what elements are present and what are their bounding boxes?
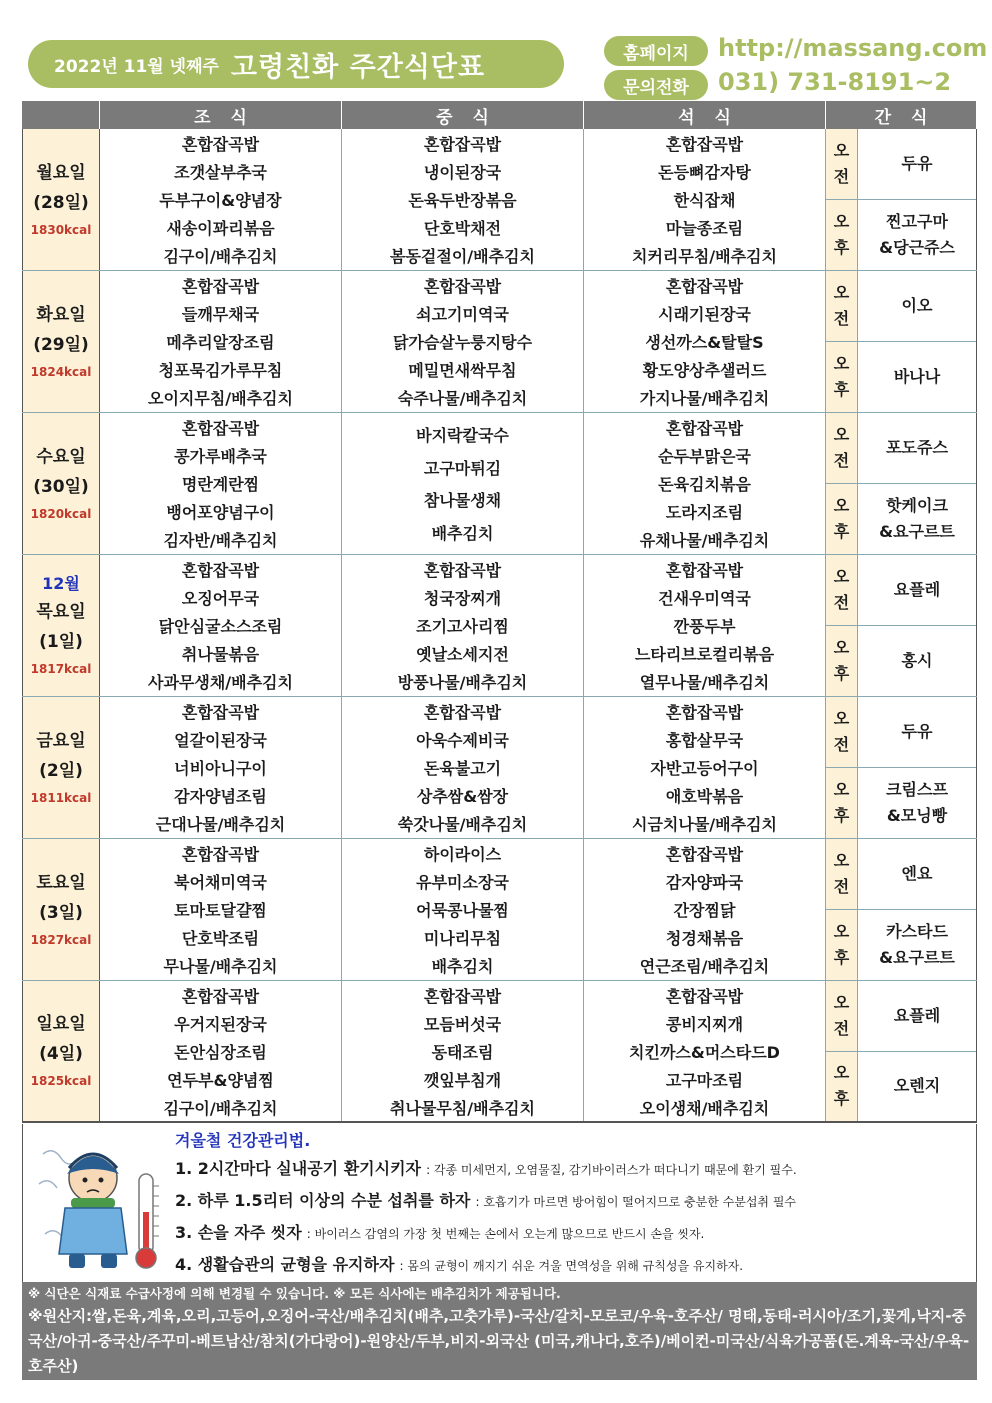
snack-time-labels [826, 555, 858, 696]
thermometer-icon [136, 1174, 159, 1268]
menu-item: 오징어무국 [181, 588, 260, 608]
snack-pm-char: 후 [833, 948, 850, 967]
snack-pm-label [826, 342, 857, 412]
snack-am-label [826, 697, 857, 768]
menu-item: 우거지된장국 [174, 1014, 267, 1034]
day-label-cell [22, 839, 100, 980]
lunch-cell [342, 555, 584, 696]
menu-item: 조기고사리찜 [416, 617, 509, 636]
menu-item: 너비아니구이 [174, 759, 267, 778]
day-name: 토요일 [36, 872, 86, 893]
snack-cell [858, 413, 977, 554]
snack-pm-char: 후 [833, 380, 850, 399]
menu-item: 유부미소장국 [416, 872, 509, 892]
menu-item: 유채나물/배추김치 [639, 531, 770, 551]
menu-item: 가지나물/배추김치 [639, 389, 770, 409]
dinner-cell [584, 271, 826, 412]
snack-time-labels [826, 129, 858, 270]
snack-am-label [826, 129, 857, 200]
menu-item: 콩비지찌개 [665, 1014, 744, 1034]
snack-pm-char: 후 [833, 806, 850, 825]
day-label-cell [22, 555, 100, 696]
homepage-link[interactable]: http://massang.com [718, 34, 988, 62]
snack-am-char: 전 [833, 1018, 850, 1038]
menu-item: 취나물볶음 [181, 645, 260, 665]
menu-item: 황도양상추샐러드 [642, 361, 767, 381]
menu-item: 김구이/배추김치 [163, 1098, 278, 1118]
snack-am-label [826, 413, 857, 484]
snack-cell [858, 271, 977, 412]
snack-am-char: 전 [833, 735, 850, 754]
day-label-cell [22, 129, 100, 270]
breakfast-cell [100, 413, 342, 554]
tip-detail: : 각종 미세먼지, 오염물질, 감기바이러스가 떠다니기 때문에 환기 필수. [426, 1163, 797, 1177]
snack-am-char: 오 [833, 141, 850, 160]
dinner-cell [584, 839, 826, 980]
menu-item: 혼합잡곡밥 [665, 560, 744, 580]
tip-detail: : 호흡기가 마르면 방어힘이 떨어지므로 충분한 수분섭취 필수 [475, 1195, 797, 1209]
tip-title: 1. 2시간마다 실내공기 환기시키자 [175, 1159, 421, 1178]
health-tips-section [22, 1124, 977, 1282]
day-kcal: 1825kcal [30, 1074, 92, 1088]
menu-item: 돈육김치볶음 [658, 475, 751, 494]
menu-item: 연두부&양념찜 [167, 1070, 274, 1090]
day-row [22, 839, 977, 981]
snack-pm-char: 오 [833, 212, 850, 231]
menu-item: 연근조림/배추김치 [639, 957, 770, 977]
tip-detail: : 바이러스 감염의 가장 첫 번째는 손에서 오는게 많으므로 반드시 손을 씻자. [306, 1227, 705, 1241]
menu-item: 혼합잡곡밥 [181, 418, 260, 438]
homepage-label: 홈페이지 [604, 36, 708, 66]
menu-item: 봄동겉절이/배추김치 [390, 247, 535, 267]
day-kcal: 1811kcal [30, 790, 92, 805]
tip-title: 4. 생활습관의 균형을 유지하자 [175, 1255, 395, 1274]
menu-item: 혼합잡곡밥 [423, 986, 502, 1006]
snack-pm: 핫케이크 &요구르트 [879, 496, 955, 541]
lunch-cell [342, 839, 584, 980]
snack-time-labels [826, 697, 858, 838]
menu-item: 단호박채전 [423, 219, 502, 239]
origin-text: ※원산지:쌀,돈육,계육,오리,고등어,오징어-국산/배추김치(배추,고춧가루)-국산/갈치-모로코/우육-호주산/ 명태,동태-러시아/조기,꽃게,낙지-중국산/아귀-중국산/주꾸미-베트남산/참치(가다랑어)-원양산/두부,비지-외국산 (미국,캐나다,호주)/베이컨-미국산/식육가공품(돈.계육-국산/우육-호주산) [28, 1307, 970, 1375]
menu-item: 옛날소세지전 [416, 645, 509, 665]
table-header [22, 101, 977, 129]
snack-pm: 홍시 [901, 651, 933, 670]
menu-item: 오이생채/배추김치 [639, 1098, 770, 1118]
snack-pm-char: 후 [833, 1089, 850, 1109]
snack-am: 요플레 [858, 555, 976, 626]
menu-item: 홍합살무국 [665, 730, 744, 750]
menu-item: 메밀면새싹무침 [408, 361, 517, 381]
menu-item: 고구마튀김 [423, 458, 502, 478]
menu-item: 김자반/배추김치 [163, 531, 278, 551]
menu-item: 건새우미역국 [658, 588, 751, 608]
health-title: 겨울철 건강관리법. [175, 1131, 311, 1150]
lunch-cell [342, 981, 584, 1121]
day-kcal: 1824kcal [30, 364, 92, 379]
snack-am-char: 오 [833, 851, 850, 870]
menu-item: 냉이된장국 [423, 162, 502, 182]
menu-item: 콩가루배추국 [174, 446, 267, 466]
menu-item: 취나물무침/배추김치 [390, 1098, 535, 1118]
snack-pm-char: 후 [833, 664, 850, 683]
lunch-cell [342, 129, 584, 270]
phone-number: 031) 731-8191~2 [718, 68, 952, 96]
title-week: 2022년 11월 넷째주 [54, 56, 219, 77]
snack-pm-char: 후 [833, 238, 850, 257]
day-date: (1일) [39, 631, 83, 652]
snack-am-label [826, 555, 857, 626]
menu-item: 청경채볶음 [665, 929, 744, 949]
lunch-cell [342, 697, 584, 838]
day-name: 수요일 [36, 446, 86, 467]
menu-item: 모듬버섯국 [423, 1014, 502, 1034]
breakfast-cell [100, 271, 342, 412]
menu-item: 사과무생채/배추김치 [148, 673, 293, 693]
snack-cell [858, 555, 977, 696]
menu-item: 바지락칼국수 [416, 425, 509, 445]
snack-time-labels [826, 839, 858, 980]
menu-item: 혼합잡곡밥 [181, 702, 260, 722]
dinner-cell [584, 413, 826, 554]
menu-item: 순두부맑은국 [658, 446, 751, 466]
menu-item: 혼합잡곡밥 [665, 418, 744, 438]
snack-am: 두유 [858, 129, 976, 200]
menu-item: 느타리브로컬리볶음 [634, 645, 775, 665]
day-row [22, 129, 977, 271]
menu-item: 들깨무채국 [181, 304, 260, 324]
menu-item: 숙주나물/배추김치 [397, 389, 528, 409]
snack-am-char: 오 [833, 567, 850, 586]
dinner-cell [584, 697, 826, 838]
day-row [22, 413, 977, 555]
menu-item: 미나리무침 [423, 929, 502, 949]
menu-item: 동태조림 [431, 1042, 494, 1062]
snack-time-labels [826, 981, 858, 1121]
day-row [22, 981, 977, 1123]
menu-item: 혼합잡곡밥 [665, 844, 744, 864]
menu-item: 간장찜닭 [673, 901, 736, 920]
menu-item: 닭안심굴소스조림 [158, 617, 283, 636]
day-name: 목요일 [36, 601, 86, 622]
menu-item: 혼합잡곡밥 [423, 134, 502, 154]
menu-item: 토마토달걀찜 [174, 901, 267, 920]
menu-item: 깐풍두부 [673, 617, 736, 636]
menu-item: 청포묵김가루무침 [158, 361, 283, 381]
day-name: 화요일 [36, 304, 86, 325]
snack-pm: 오렌지 [893, 1076, 941, 1096]
menu-item: 혼합잡곡밥 [665, 986, 744, 1006]
menu-item: 마늘종조림 [665, 219, 744, 239]
menu-item: 치커리무침/배추김치 [632, 247, 777, 267]
header-snack: 간식 [826, 101, 977, 129]
snack-am-char: 오 [833, 283, 850, 302]
menu-item: 메추리알장조림 [166, 333, 275, 352]
menu-item: 방풍나물/배추김치 [397, 673, 528, 693]
menu-item: 감자양파국 [665, 872, 744, 892]
menu-item: 근대나물/배추김치 [155, 815, 286, 835]
menu-table [22, 101, 977, 1123]
snack-pm: 바나나 [893, 367, 941, 386]
day-kcal: 1830kcal [30, 222, 92, 237]
snack-pm-label [826, 200, 857, 270]
header-lunch: 중식 [342, 101, 584, 129]
menu-item: 무나물/배추김치 [163, 957, 278, 977]
snack-am-label [826, 271, 857, 342]
snack-am-label [826, 981, 857, 1052]
menu-item: 혼합잡곡밥 [665, 276, 744, 296]
snack-time-labels [826, 271, 858, 412]
dinner-cell [584, 981, 826, 1121]
menu-item: 자반고등어구이 [650, 759, 759, 778]
tip-title: 2. 하루 1.5리터 이상의 수분 섭취를 하자 [175, 1191, 471, 1210]
breakfast-cell [100, 129, 342, 270]
menu-item: 배추김치 [431, 957, 494, 977]
snack-am: 엔요 [858, 839, 976, 910]
menu-item: 두부구이&양념장 [159, 191, 282, 210]
menu-item: 혼합잡곡밥 [665, 134, 744, 154]
snack-am-char: 오 [833, 709, 850, 728]
snack-am-char: 전 [833, 593, 850, 612]
menu-item: 배추김치 [431, 524, 494, 544]
day-label-cell [22, 413, 100, 554]
breakfast-cell [100, 697, 342, 838]
snack-am-char: 오 [833, 425, 850, 444]
snack-pm-char: 오 [833, 922, 850, 941]
snack-am-char: 전 [833, 451, 850, 470]
breakfast-cell [100, 981, 342, 1121]
day-row [22, 271, 977, 413]
menu-item: 생선까스&탈탈S [645, 333, 764, 352]
day-label-cell [22, 981, 100, 1121]
menu-item: 혼합잡곡밥 [181, 986, 260, 1006]
title-banner [28, 40, 564, 88]
menu-item: 명란계란찜 [181, 475, 260, 494]
cold-person-illustration [35, 1134, 175, 1276]
day-date: (30일) [33, 476, 89, 497]
day-kcal: 1817kcal [30, 661, 92, 676]
menu-item: 오이지무침/배추김치 [148, 389, 293, 409]
menu-item: 하이라이스 [423, 844, 502, 864]
snack-am-label [826, 839, 857, 910]
menu-item: 돈등뼈감자탕 [658, 162, 751, 182]
day-date: (2일) [39, 760, 83, 781]
menu-item: 혼합잡곡밥 [181, 134, 260, 154]
snack-am: 요플레 [858, 981, 976, 1052]
menu-item: 쇠고기미역국 [416, 304, 509, 324]
menu-item: 어묵콩나물찜 [416, 901, 509, 920]
menu-item: 북어채미역국 [174, 872, 267, 892]
tip-detail: : 몸의 균형이 깨지기 쉬운 겨울 면역성을 위해 규칙성을 유지하자. [399, 1259, 744, 1273]
menu-item: 감자양념조림 [174, 787, 267, 807]
snack-cell [858, 129, 977, 270]
menu-item: 돈육두반장볶음 [408, 191, 517, 210]
lunch-cell [342, 271, 584, 412]
menu-item: 시래기된장국 [658, 304, 751, 324]
day-kcal: 1827kcal [30, 932, 92, 947]
menu-item: 한식잡채 [673, 191, 736, 210]
health-tip [175, 1188, 796, 1211]
snack-pm-label [826, 484, 857, 554]
snack-am: 포도쥬스 [858, 413, 976, 484]
snack-pm-char: 오 [833, 780, 850, 799]
health-tip [175, 1156, 797, 1179]
menu-item: 상추쌈&쌈장 [416, 787, 509, 807]
day-name: 월요일 [36, 162, 86, 183]
menu-item: 깻잎부침개 [423, 1070, 502, 1090]
menu-item: 돈안심장조림 [174, 1042, 267, 1062]
snack-pm: 찐고구마 &당근쥬스 [879, 212, 955, 257]
snack-am: 이오 [858, 271, 976, 342]
snack-pm-label [826, 910, 857, 980]
menu-item: 혼합잡곡밥 [665, 702, 744, 722]
snack-cell [858, 981, 977, 1121]
health-tip [175, 1220, 704, 1243]
snack-pm-char: 오 [833, 1063, 850, 1083]
dinner-cell [584, 129, 826, 270]
menu-item: 혼합잡곡밥 [423, 560, 502, 580]
snack-pm-char: 후 [833, 522, 850, 541]
day-label-cell [22, 271, 100, 412]
day-row [22, 555, 977, 697]
day-name: 일요일 [36, 1014, 86, 1034]
notice-text: ※ 식단은 식재료 수급사정에 의해 변경될 수 있습니다. ※ 모든 식사에는 배추김치가 제공됩니다. [28, 1286, 561, 1301]
menu-item: 치킨까스&머스타드D [629, 1042, 780, 1062]
snack-time-labels [826, 413, 858, 554]
day-row [22, 697, 977, 839]
health-tip [175, 1252, 743, 1275]
day-label-cell [22, 697, 100, 838]
snack-pm-label [826, 1052, 857, 1122]
snack-pm: 크림스프 &모닝빵 [886, 780, 948, 825]
menu-item: 아욱수제비국 [416, 730, 509, 750]
snack-pm-char: 오 [833, 638, 850, 657]
header-breakfast: 조식 [100, 101, 342, 129]
day-name: 금요일 [36, 730, 86, 751]
header-blank [22, 101, 100, 129]
breakfast-cell [100, 839, 342, 980]
menu-item: 새송이꽈리볶음 [166, 219, 275, 239]
snack-pm-char: 오 [833, 496, 850, 515]
day-date: (3일) [39, 902, 83, 923]
menu-item: 닭가슴살누룽지탕수 [392, 333, 533, 352]
lunch-cell [342, 413, 584, 554]
header-dinner: 석식 [584, 101, 826, 129]
snack-cell [858, 839, 977, 980]
page-title: 고령친화 주간식단표 [230, 51, 486, 83]
snack-pm: 카스타드 &요구르트 [879, 922, 955, 967]
menu-item: 얼갈이된장국 [174, 730, 267, 750]
snack-pm-char: 오 [833, 354, 850, 373]
menu-item: 참나물생채 [423, 491, 502, 511]
menu-item: 혼합잡곡밥 [423, 276, 502, 296]
tip-title: 3. 손을 자주 씻자 [175, 1223, 302, 1242]
snack-pm-label [826, 768, 857, 838]
dinner-cell [584, 555, 826, 696]
footer-notice [22, 1282, 977, 1380]
menu-item: 혼합잡곡밥 [181, 560, 260, 580]
menu-item: 고구마조림 [665, 1070, 744, 1090]
menu-item: 열무나물/배추김치 [639, 673, 770, 693]
snack-am-char: 전 [833, 309, 850, 328]
day-date: (4일) [39, 1044, 83, 1064]
menu-item: 뱅어포양념구이 [166, 503, 275, 523]
menu-item: 도라지조림 [665, 503, 744, 523]
snack-am-char: 전 [833, 877, 850, 896]
snack-am-char: 오 [833, 992, 850, 1012]
menu-item: 김구이/배추김치 [163, 247, 278, 267]
menu-item: 애호박볶음 [665, 787, 744, 807]
menu-item: 혼합잡곡밥 [423, 702, 502, 722]
menu-item: 조갯살부추국 [174, 162, 267, 182]
snack-pm-label [826, 626, 857, 696]
menu-item: 돈육불고기 [423, 759, 502, 778]
day-date: (29일) [33, 334, 89, 355]
menu-item: 청국장찌개 [423, 588, 502, 608]
menu-item: 혼합잡곡밥 [181, 276, 260, 296]
menu-item: 단호박조림 [181, 929, 260, 949]
snack-am-char: 전 [833, 167, 850, 186]
menu-item: 쑥갓나물/배추김치 [397, 815, 528, 835]
menu-item: 혼합잡곡밥 [181, 844, 260, 864]
phone-label: 문의전화 [604, 70, 708, 100]
breakfast-cell [100, 555, 342, 696]
snack-am: 두유 [858, 697, 976, 768]
day-month: 12월 [42, 573, 80, 593]
day-date: (28일) [33, 192, 89, 213]
day-kcal: 1820kcal [30, 506, 92, 521]
snack-cell [858, 697, 977, 838]
menu-item: 시금치나물/배추김치 [632, 815, 777, 835]
